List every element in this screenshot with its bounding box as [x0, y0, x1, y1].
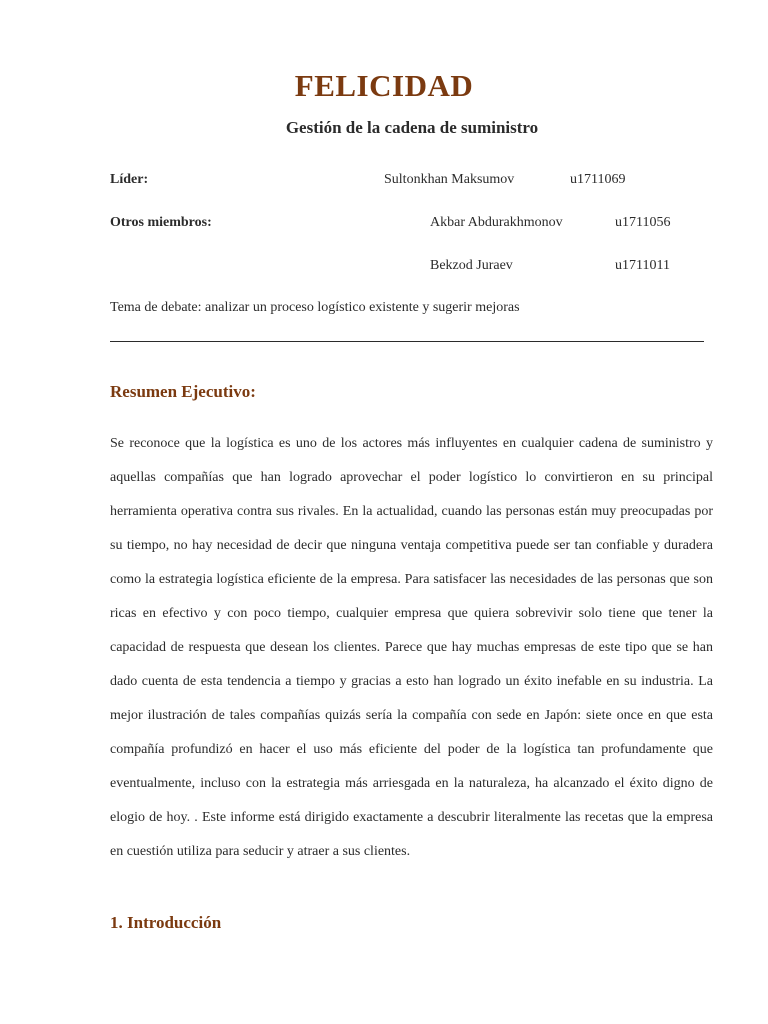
- member-name: Akbar Abdurakhmonov: [430, 215, 563, 230]
- member-id: u1711011: [615, 258, 670, 273]
- leader-label: Líder:: [110, 172, 149, 187]
- executive-summary-body: Se reconoce que la logística es uno de los actores más influyentes en cualquier cadena de suministro y aquellas compañías que han logrado aprovechar el poder logístico lo convirtieron en su principal herramienta operativa contra sus rivales. En la actualidad, cuando las personas están muy preocupadas por su tiempo, no hay necesidad de decir que ninguna ventaja competitiva puede ser tan confiable y duradera como la estrategia logística eficiente de la empresa. Para satisfacer las necesidades de las personas que son ricas en efectivo y con poco tiempo, cualquier empresa que quiera sobrevivir solo tiene que tener la capacidad de respuesta que desean los clientes. Parece que hay muchas empresas de este tipo que se han dado cuenta de esta tendencia a tiempo y gracias a esto han logrado un éxito inefable en su industria. La mejor ilustración de tales compañías quizás sería la compañía con sede en Japón: siete once en que esta compañía profundizó en hacer el uso más eficiente del poder de la logística tan profundamente que eventualmente, incluso con la estrategia más arriesgada en la naturaleza, ha alcanzado el éxito digno de elogio de hoy. . Este informe está dirigido exactamente a descubrir literalmente las recetas que la empresa en cuestión utiliza para seducir y atraer a sus clientes.: [110, 436, 713, 859]
- leader-id: u1711069: [570, 172, 626, 187]
- executive-summary-heading: Resumen Ejecutivo:: [110, 382, 256, 401]
- document-subtitle: Gestión de la cadena de suministro: [285, 118, 539, 137]
- member-name: Bekzod Juraev: [430, 258, 513, 273]
- debate-topic: Tema de debate: analizar un proceso logístico existente y sugerir mejoras: [110, 300, 520, 315]
- horizontal-divider: [110, 341, 704, 342]
- document-title: FELICIDAD: [294, 68, 474, 103]
- member-id: u1711056: [615, 215, 671, 230]
- members-label: Otros miembros:: [110, 215, 212, 230]
- introduction-heading: 1. Introducción: [110, 913, 222, 932]
- leader-name: Sultonkhan Maksumov: [384, 172, 515, 187]
